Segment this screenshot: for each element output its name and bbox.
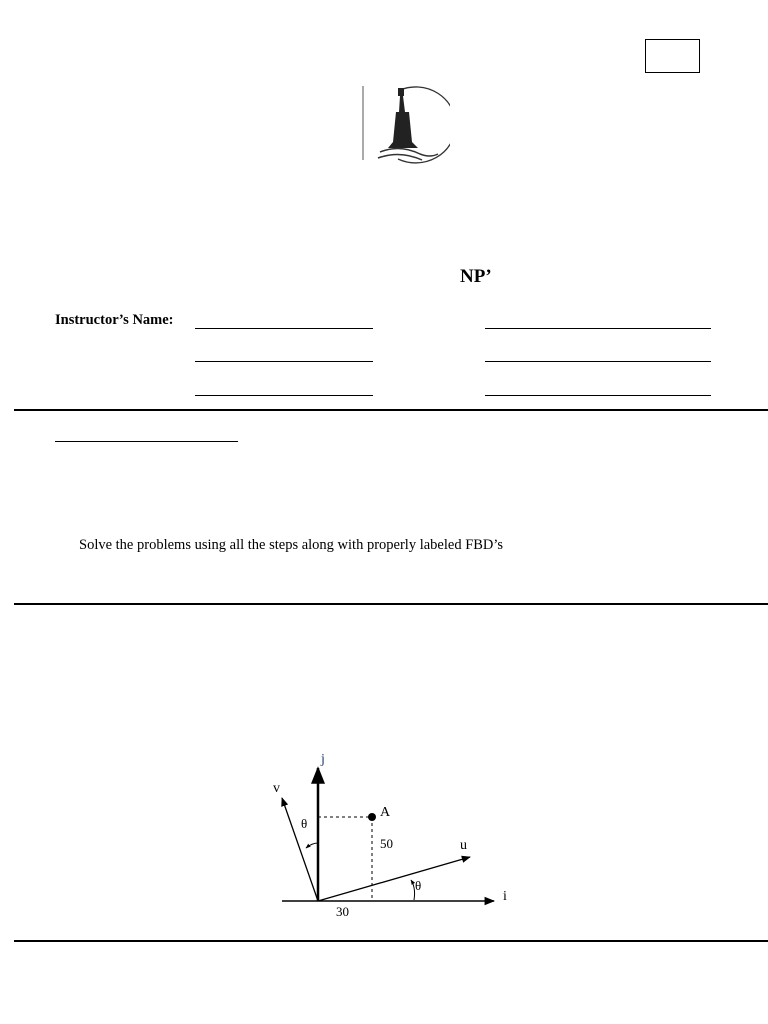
dim-30-label: 30 bbox=[336, 904, 349, 919]
instructions-text: Solve the problems using all the steps along with properly labeled FBD’s bbox=[79, 537, 504, 553]
j-label: j bbox=[321, 752, 325, 767]
section-divider-1 bbox=[14, 409, 768, 411]
point-a-label: A bbox=[380, 805, 391, 820]
blank-line-left-2[interactable] bbox=[195, 361, 373, 362]
dim-50-label: 50 bbox=[380, 836, 393, 851]
instructor-name-line[interactable] bbox=[195, 328, 373, 329]
blank-line-right-3[interactable] bbox=[485, 395, 711, 396]
section-title-underline bbox=[55, 441, 238, 442]
u-axis bbox=[318, 857, 470, 901]
blank-line-left-3[interactable] bbox=[195, 395, 373, 396]
point-a-marker bbox=[368, 813, 376, 821]
university-logo-icon bbox=[360, 84, 450, 164]
angle-arc-v bbox=[306, 843, 318, 848]
v-axis bbox=[282, 798, 318, 901]
theta-u-label: θ bbox=[415, 878, 422, 893]
blank-line-right-1[interactable] bbox=[485, 328, 711, 329]
page-heading: NP’ bbox=[460, 266, 492, 287]
score-box bbox=[645, 39, 700, 73]
i-label: i bbox=[503, 889, 507, 904]
section-divider-2 bbox=[14, 603, 768, 605]
v-label: v bbox=[273, 781, 280, 796]
blank-line-right-2[interactable] bbox=[485, 361, 711, 362]
section-divider-3 bbox=[14, 940, 768, 942]
coordinate-diagram bbox=[262, 746, 524, 926]
u-label: u bbox=[460, 838, 467, 853]
instructor-name-label: Instructor’s Name: bbox=[55, 312, 174, 328]
theta-v-label: θ bbox=[301, 816, 308, 831]
